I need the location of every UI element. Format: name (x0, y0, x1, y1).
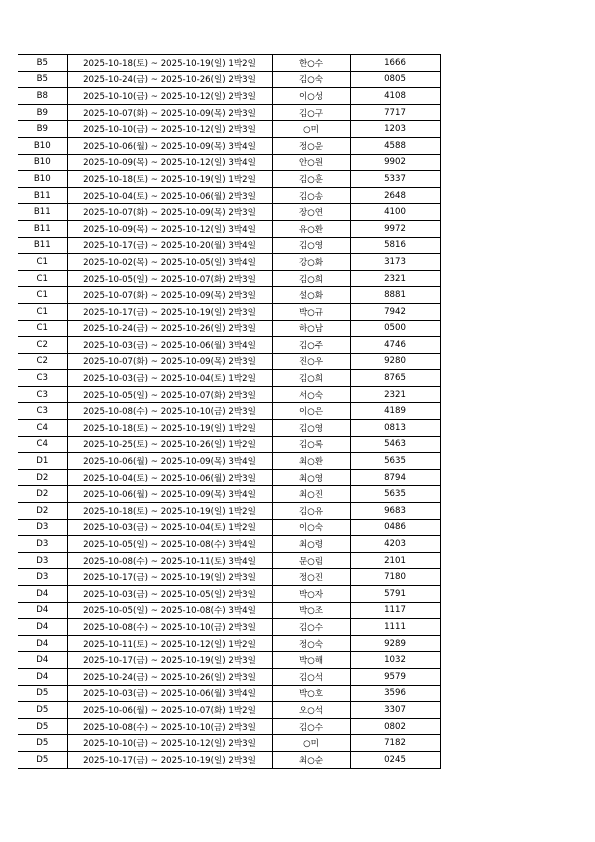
period-cell: 2025-10-05(일) ~ 2025-10-07(화) 2박3일 (67, 270, 272, 287)
site-cell: D4 (18, 652, 67, 669)
name-cell: 이○성 (272, 88, 350, 105)
code-cell: 0813 (350, 420, 440, 437)
code-cell: 5463 (350, 436, 440, 453)
reservation-table (18, 54, 441, 769)
site-cell: D3 (18, 536, 67, 553)
period-cell: 2025-10-18(토) ~ 2025-10-19(일) 1박2일 (67, 55, 272, 72)
period-cell: 2025-10-09(목) ~ 2025-10-12(일) 3박4일 (67, 154, 272, 171)
period-cell: 2025-10-07(화) ~ 2025-10-09(목) 2박3일 (67, 104, 272, 121)
period-cell: 2025-10-05(일) ~ 2025-10-08(수) 3박4일 (67, 602, 272, 619)
table-row (18, 287, 440, 304)
site-cell: C3 (18, 403, 67, 420)
site-cell: B11 (18, 220, 67, 237)
site-cell: C2 (18, 337, 67, 354)
period-cell: 2025-10-24(금) ~ 2025-10-26(일) 2박3일 (67, 320, 272, 337)
code-cell: 7942 (350, 303, 440, 320)
period-cell: 2025-10-18(토) ~ 2025-10-19(일) 1박2일 (67, 420, 272, 437)
period-cell: 2025-10-05(일) ~ 2025-10-08(수) 3박4일 (67, 536, 272, 553)
site-cell: C1 (18, 320, 67, 337)
code-cell: 5337 (350, 171, 440, 188)
table-row (18, 337, 440, 354)
name-cell: 최○진 (272, 486, 350, 503)
name-cell: 김○송 (272, 187, 350, 204)
period-cell: 2025-10-02(목) ~ 2025-10-05(일) 3박4일 (67, 254, 272, 271)
site-cell: C4 (18, 420, 67, 437)
table-row (18, 121, 440, 138)
code-cell: 1111 (350, 619, 440, 636)
name-cell: 김○수 (272, 718, 350, 735)
period-cell: 2025-10-06(월) ~ 2025-10-09(목) 3박4일 (67, 137, 272, 154)
table-row (18, 453, 440, 470)
name-cell: 최○순 (272, 751, 350, 768)
name-cell: 한○수 (272, 55, 350, 72)
table-row (18, 519, 440, 536)
name-cell: 안○원 (272, 154, 350, 171)
site-cell: D5 (18, 685, 67, 702)
name-cell: 문○림 (272, 552, 350, 569)
table-row (18, 586, 440, 603)
code-cell: 4203 (350, 536, 440, 553)
period-cell: 2025-10-06(월) ~ 2025-10-09(목) 3박4일 (67, 486, 272, 503)
code-cell: 1203 (350, 121, 440, 138)
site-cell: D2 (18, 469, 67, 486)
site-cell: B10 (18, 154, 67, 171)
code-cell: 0500 (350, 320, 440, 337)
name-cell: 김○영 (272, 420, 350, 437)
code-cell: 8765 (350, 370, 440, 387)
table-row (18, 486, 440, 503)
site-cell: C1 (18, 254, 67, 271)
name-cell: 김○구 (272, 104, 350, 121)
code-cell: 0805 (350, 71, 440, 88)
period-cell: 2025-10-10(금) ~ 2025-10-12(일) 2박3일 (67, 735, 272, 752)
site-cell: C3 (18, 386, 67, 403)
name-cell: 강○화 (272, 254, 350, 271)
code-cell: 3173 (350, 254, 440, 271)
table-row (18, 171, 440, 188)
period-cell: 2025-10-04(토) ~ 2025-10-06(월) 2박3일 (67, 187, 272, 204)
period-cell: 2025-10-17(금) ~ 2025-10-19(일) 2박3일 (67, 751, 272, 768)
table-row (18, 137, 440, 154)
code-cell: 0802 (350, 718, 440, 735)
name-cell: 최○영 (272, 469, 350, 486)
code-cell: 2101 (350, 552, 440, 569)
code-cell: 5635 (350, 453, 440, 470)
code-cell: 5635 (350, 486, 440, 503)
period-cell: 2025-10-24(금) ~ 2025-10-26(일) 2박3일 (67, 668, 272, 685)
code-cell: 1117 (350, 602, 440, 619)
table-row (18, 204, 440, 221)
table-row (18, 88, 440, 105)
site-cell: B10 (18, 137, 67, 154)
table-row (18, 270, 440, 287)
period-cell: 2025-10-08(수) ~ 2025-10-10(금) 2박3일 (67, 718, 272, 735)
code-cell: 5791 (350, 586, 440, 603)
reservation-rows (18, 55, 440, 769)
table-row (18, 71, 440, 88)
code-cell: 4189 (350, 403, 440, 420)
table-row (18, 569, 440, 586)
name-cell: 최○령 (272, 536, 350, 553)
table-row (18, 403, 440, 420)
code-cell: 9683 (350, 503, 440, 520)
name-cell: 장○연 (272, 204, 350, 221)
name-cell: 서○숙 (272, 386, 350, 403)
name-cell: 최○환 (272, 453, 350, 470)
period-cell: 2025-10-07(화) ~ 2025-10-09(목) 2박3일 (67, 287, 272, 304)
period-cell: 2025-10-04(토) ~ 2025-10-06(월) 2박3일 (67, 469, 272, 486)
period-cell: 2025-10-17(금) ~ 2025-10-19(일) 2박3일 (67, 569, 272, 586)
name-cell: 박○자 (272, 586, 350, 603)
site-cell: C3 (18, 370, 67, 387)
period-cell: 2025-10-03(금) ~ 2025-10-06(월) 3박4일 (67, 685, 272, 702)
name-cell: 김○희 (272, 370, 350, 387)
site-cell: B9 (18, 121, 67, 138)
code-cell: 1666 (350, 55, 440, 72)
period-cell: 2025-10-11(토) ~ 2025-10-12(일) 1박2일 (67, 635, 272, 652)
name-cell: 김○수 (272, 619, 350, 636)
site-cell: B5 (18, 55, 67, 72)
name-cell: 유○환 (272, 220, 350, 237)
period-cell: 2025-10-03(금) ~ 2025-10-06(월) 3박4일 (67, 337, 272, 354)
code-cell: 4588 (350, 137, 440, 154)
code-cell: 4746 (350, 337, 440, 354)
code-cell: 7182 (350, 735, 440, 752)
period-cell: 2025-10-07(화) ~ 2025-10-09(목) 2박3일 (67, 353, 272, 370)
code-cell: 8794 (350, 469, 440, 486)
period-cell: 2025-10-07(화) ~ 2025-10-09(목) 2박3일 (67, 204, 272, 221)
table-row (18, 220, 440, 237)
code-cell: 9972 (350, 220, 440, 237)
code-cell: 3307 (350, 702, 440, 719)
code-cell: 9579 (350, 668, 440, 685)
site-cell: C1 (18, 270, 67, 287)
name-cell: 김○희 (272, 270, 350, 287)
code-cell: 3596 (350, 685, 440, 702)
name-cell: 이○숙 (272, 519, 350, 536)
period-cell: 2025-10-17(금) ~ 2025-10-19(일) 2박3일 (67, 303, 272, 320)
code-cell: 2321 (350, 386, 440, 403)
site-cell: B10 (18, 171, 67, 188)
code-cell: 2321 (350, 270, 440, 287)
site-cell: D2 (18, 486, 67, 503)
code-cell: 5816 (350, 237, 440, 254)
table-row (18, 370, 440, 387)
table-row (18, 635, 440, 652)
code-cell: 0245 (350, 751, 440, 768)
site-cell: C4 (18, 436, 67, 453)
table-row (18, 602, 440, 619)
name-cell: 박○조 (272, 602, 350, 619)
period-cell: 2025-10-08(수) ~ 2025-10-10(금) 2박3일 (67, 619, 272, 636)
name-cell: 정○숙 (272, 635, 350, 652)
name-cell: 오○석 (272, 702, 350, 719)
period-cell: 2025-10-18(토) ~ 2025-10-19(일) 1박2일 (67, 171, 272, 188)
name-cell: 박○호 (272, 685, 350, 702)
table-row (18, 503, 440, 520)
site-cell: B5 (18, 71, 67, 88)
table-row (18, 718, 440, 735)
code-cell: 8881 (350, 287, 440, 304)
site-cell: D4 (18, 635, 67, 652)
table-row (18, 469, 440, 486)
table-row (18, 735, 440, 752)
name-cell: 정○진 (272, 569, 350, 586)
code-cell: 0486 (350, 519, 440, 536)
site-cell: D1 (18, 453, 67, 470)
period-cell: 2025-10-09(목) ~ 2025-10-12(일) 3박4일 (67, 220, 272, 237)
name-cell: 김○유 (272, 503, 350, 520)
site-cell: D5 (18, 718, 67, 735)
code-cell: 9280 (350, 353, 440, 370)
period-cell: 2025-10-17(금) ~ 2025-10-20(월) 3박4일 (67, 237, 272, 254)
period-cell: 2025-10-03(금) ~ 2025-10-05(일) 2박3일 (67, 586, 272, 603)
name-cell: 김○숙 (272, 71, 350, 88)
name-cell: 김○석 (272, 668, 350, 685)
site-cell: D2 (18, 503, 67, 520)
period-cell: 2025-10-08(수) ~ 2025-10-11(토) 3박4일 (67, 552, 272, 569)
name-cell: 김○훈 (272, 171, 350, 188)
table-row (18, 254, 440, 271)
name-cell: 정○운 (272, 137, 350, 154)
period-cell: 2025-10-03(금) ~ 2025-10-04(토) 1박2일 (67, 370, 272, 387)
name-cell: 박○규 (272, 303, 350, 320)
code-cell: 1032 (350, 652, 440, 669)
period-cell: 2025-10-10(금) ~ 2025-10-12(일) 2박3일 (67, 121, 272, 138)
code-cell: 4100 (350, 204, 440, 221)
table-row (18, 702, 440, 719)
period-cell: 2025-10-08(수) ~ 2025-10-10(금) 2박3일 (67, 403, 272, 420)
site-cell: B11 (18, 204, 67, 221)
period-cell: 2025-10-06(월) ~ 2025-10-09(목) 3박4일 (67, 453, 272, 470)
code-cell: 7180 (350, 569, 440, 586)
site-cell: B9 (18, 104, 67, 121)
period-cell: 2025-10-03(금) ~ 2025-10-04(토) 1박2일 (67, 519, 272, 536)
site-cell: D5 (18, 735, 67, 752)
table-row (18, 237, 440, 254)
table-row (18, 386, 440, 403)
table-row (18, 420, 440, 437)
site-cell: D4 (18, 586, 67, 603)
site-cell: D4 (18, 668, 67, 685)
table-row (18, 154, 440, 171)
name-cell: 진○우 (272, 353, 350, 370)
name-cell: 김○록 (272, 436, 350, 453)
name-cell: ○미 (272, 735, 350, 752)
table-row (18, 320, 440, 337)
table-row (18, 536, 440, 553)
period-cell: 2025-10-17(금) ~ 2025-10-19(일) 2박3일 (67, 652, 272, 669)
site-cell: B11 (18, 237, 67, 254)
site-cell: B11 (18, 187, 67, 204)
name-cell: 김○주 (272, 337, 350, 354)
site-cell: C2 (18, 353, 67, 370)
period-cell: 2025-10-06(월) ~ 2025-10-07(화) 1박2일 (67, 702, 272, 719)
site-cell: B8 (18, 88, 67, 105)
site-cell: D4 (18, 602, 67, 619)
table-row (18, 751, 440, 768)
site-cell: D5 (18, 702, 67, 719)
site-cell: D3 (18, 569, 67, 586)
period-cell: 2025-10-24(금) ~ 2025-10-26(일) 2박3일 (67, 71, 272, 88)
table-row (18, 353, 440, 370)
code-cell: 9902 (350, 154, 440, 171)
name-cell: 이○은 (272, 403, 350, 420)
period-cell: 2025-10-10(금) ~ 2025-10-12(일) 2박3일 (67, 88, 272, 105)
period-cell: 2025-10-05(일) ~ 2025-10-07(화) 2박3일 (67, 386, 272, 403)
name-cell: 박○해 (272, 652, 350, 669)
name-cell: 하○남 (272, 320, 350, 337)
code-cell: 9289 (350, 635, 440, 652)
table-row (18, 652, 440, 669)
site-cell: D3 (18, 552, 67, 569)
code-cell: 2648 (350, 187, 440, 204)
code-cell: 7717 (350, 104, 440, 121)
table-row (18, 187, 440, 204)
name-cell: 김○영 (272, 237, 350, 254)
table-row (18, 552, 440, 569)
site-cell: C1 (18, 303, 67, 320)
table-row (18, 685, 440, 702)
table-row (18, 436, 440, 453)
table-row (18, 55, 440, 72)
table-row (18, 619, 440, 636)
table-row (18, 668, 440, 685)
site-cell: C1 (18, 287, 67, 304)
table-row (18, 104, 440, 121)
table-row (18, 303, 440, 320)
name-cell: 설○화 (272, 287, 350, 304)
period-cell: 2025-10-18(토) ~ 2025-10-19(일) 1박2일 (67, 503, 272, 520)
site-cell: D5 (18, 751, 67, 768)
site-cell: D3 (18, 519, 67, 536)
site-cell: D4 (18, 619, 67, 636)
code-cell: 4108 (350, 88, 440, 105)
name-cell: ○미 (272, 121, 350, 138)
period-cell: 2025-10-25(토) ~ 2025-10-26(일) 1박2일 (67, 436, 272, 453)
